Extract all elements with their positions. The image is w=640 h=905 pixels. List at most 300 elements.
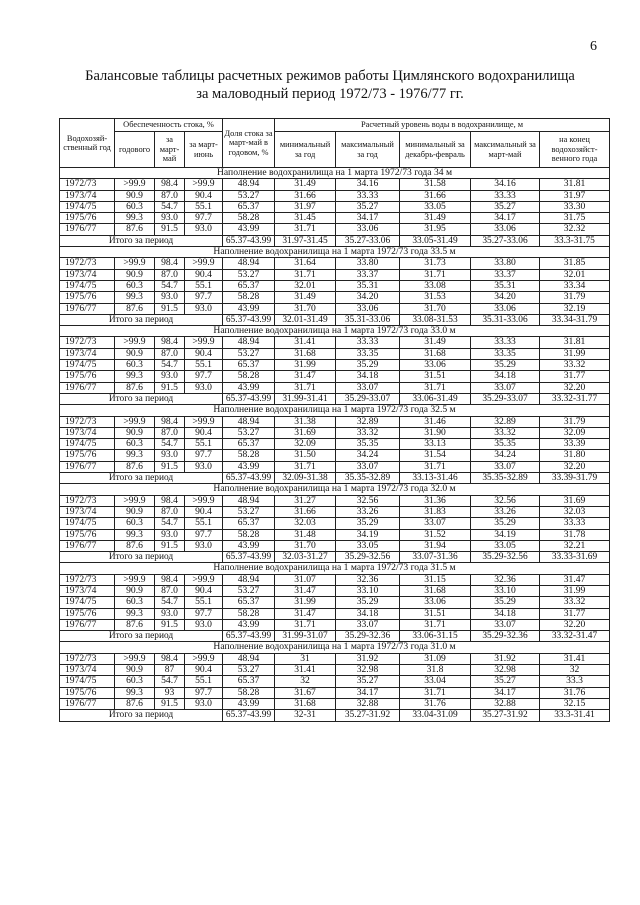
total-cell: 35.35-32.89 [336, 473, 400, 484]
table-cell: 98.4 [155, 258, 185, 269]
table-cell: 31.68 [275, 698, 336, 709]
table-cell: 35.35 [336, 439, 400, 450]
table-cell: 32 [540, 665, 610, 676]
table-cell: 33.06 [336, 303, 400, 314]
total-cell: 65.37-43.99 [223, 552, 275, 563]
table-cell: 32.56 [336, 495, 400, 506]
table-cell: 34.19 [471, 529, 540, 540]
table-cell: 33.08 [400, 280, 471, 291]
table-cell: 32.20 [540, 461, 610, 472]
table-cell: 34.17 [336, 213, 400, 224]
table-cell: 1974/75 [60, 280, 115, 291]
table-cell: 35.29 [336, 360, 400, 371]
section-heading: Наполнение водохранилища на 1 марта 1972/73 года 32.5 м [60, 405, 610, 416]
table-cell: 87.6 [115, 224, 155, 235]
total-row [60, 631, 610, 642]
table-cell: 91.5 [155, 382, 185, 393]
table-cell: 93.0 [185, 303, 223, 314]
table-row [60, 450, 610, 461]
table-cell: 31.71 [400, 461, 471, 472]
total-cell: 65.37-43.99 [223, 235, 275, 246]
total-cell: 32.03-31.27 [275, 552, 336, 563]
table-cell: 65.37 [223, 280, 275, 291]
table-cell: 31.78 [540, 529, 610, 540]
table-cell: 48.94 [223, 574, 275, 585]
table-row [60, 495, 610, 506]
table-cell: 32.89 [471, 416, 540, 427]
table-cell: 87.0 [155, 348, 185, 359]
total-cell: 33.07-31.36 [400, 552, 471, 563]
table-cell: 35.29 [336, 597, 400, 608]
table-row [60, 427, 610, 438]
table-cell: 54.7 [155, 597, 185, 608]
table-cell: 33.06 [336, 224, 400, 235]
table-cell: >99.9 [115, 495, 155, 506]
table-cell: 35.29 [471, 360, 540, 371]
table-cell: 31 [275, 653, 336, 664]
table-row [60, 292, 610, 303]
table-cell: 55.1 [185, 597, 223, 608]
table-cell: 32.36 [471, 574, 540, 585]
total-label: Итого за период [60, 552, 223, 563]
table-cell: 93.0 [155, 450, 185, 461]
table-cell: 58.28 [223, 608, 275, 619]
table-cell: 31.49 [275, 292, 336, 303]
table-cell: 31.09 [400, 653, 471, 664]
table-cell: 97.7 [185, 608, 223, 619]
table-cell: 31.99 [540, 585, 610, 596]
table-cell: 98.4 [155, 574, 185, 585]
table-cell: 33.06 [400, 597, 471, 608]
table-cell: 31.69 [275, 427, 336, 438]
table-cell: 31.71 [275, 224, 336, 235]
table-cell: 31.53 [400, 292, 471, 303]
total-cell: 35.31-33.06 [471, 314, 540, 325]
table-cell: 33.33 [336, 190, 400, 201]
header-min-dec-feb: минимальный за декабрь-февраль [400, 132, 471, 168]
table-cell: 35.29 [471, 597, 540, 608]
table-cell: 87.6 [115, 382, 155, 393]
section-heading-row [60, 563, 610, 574]
table-cell: 32.36 [336, 574, 400, 585]
table-cell: 33.32 [336, 427, 400, 438]
table-cell: 93 [155, 687, 185, 698]
total-row [60, 314, 610, 325]
table-cell: 31.77 [540, 371, 610, 382]
table-cell: 32.15 [540, 698, 610, 709]
table-cell: 60.3 [115, 439, 155, 450]
table-cell: 33.32 [540, 360, 610, 371]
total-cell: 33.34-31.79 [540, 314, 610, 325]
table-row [60, 371, 610, 382]
table-row [60, 179, 610, 190]
table-cell: 33.07 [471, 382, 540, 393]
table-cell: 55.1 [185, 676, 223, 687]
table-cell: 1976/77 [60, 224, 115, 235]
section-heading-row [60, 484, 610, 495]
table-cell: 54.7 [155, 518, 185, 529]
table-cell: 53.27 [223, 506, 275, 517]
table-cell: 34.17 [336, 687, 400, 698]
table-cell: 35.27 [471, 676, 540, 687]
total-cell: 35.29-32.36 [336, 631, 400, 642]
total-cell: 33.06-31.15 [400, 631, 471, 642]
table-cell: 31.50 [275, 450, 336, 461]
table-cell: 1976/77 [60, 698, 115, 709]
table-cell: 1974/75 [60, 360, 115, 371]
table-cell: 31.99 [540, 348, 610, 359]
table-cell: 87.0 [155, 427, 185, 438]
table-cell: 1976/77 [60, 382, 115, 393]
total-label: Итого за период [60, 631, 223, 642]
table-cell: 58.28 [223, 292, 275, 303]
table-row [60, 360, 610, 371]
header-share: Доля стока за март-май в годовом, % [223, 119, 275, 168]
table-cell: 34.19 [336, 529, 400, 540]
table-cell: 54.7 [155, 360, 185, 371]
table-cell: 31.38 [275, 416, 336, 427]
section-heading: Наполнение водохранилища на 1 марта 1972/73 года 34 м [60, 168, 610, 179]
table-cell: 35.31 [336, 280, 400, 291]
table-cell: 90.9 [115, 427, 155, 438]
section-heading-row [60, 642, 610, 653]
table-cell: 48.94 [223, 258, 275, 269]
table-cell: 90.4 [185, 190, 223, 201]
table-cell: 31.76 [540, 687, 610, 698]
table-cell: 31.69 [540, 495, 610, 506]
table-cell: 1976/77 [60, 619, 115, 630]
total-row [60, 393, 610, 404]
table-cell: 60.3 [115, 597, 155, 608]
total-cell: 35.27-31.92 [336, 710, 400, 721]
table-cell: 33.06 [471, 303, 540, 314]
table-cell: 1975/76 [60, 213, 115, 224]
header-max-year: максимальный за год [336, 132, 400, 168]
table-cell: 53.27 [223, 190, 275, 201]
total-cell: 33.3-31.41 [540, 710, 610, 721]
table-cell: 54.7 [155, 201, 185, 212]
table-cell: 33.07 [471, 461, 540, 472]
table-cell: 99.3 [115, 529, 155, 540]
table-cell: 34.18 [336, 371, 400, 382]
table-cell: 31.47 [275, 371, 336, 382]
table-cell: 34.18 [471, 371, 540, 382]
table-cell: 1975/76 [60, 608, 115, 619]
table-cell: 33.04 [400, 676, 471, 687]
table-cell: >99.9 [185, 337, 223, 348]
table-cell: 55.1 [185, 201, 223, 212]
table-cell: 33.26 [336, 506, 400, 517]
table-cell: 33.80 [336, 258, 400, 269]
table-row [60, 608, 610, 619]
table-cell: 33.05 [336, 540, 400, 551]
table-cell: 1972/73 [60, 495, 115, 506]
table-cell: 31.71 [400, 382, 471, 393]
table-cell: 33.05 [400, 201, 471, 212]
table-cell: 99.3 [115, 450, 155, 461]
table-cell: 48.94 [223, 416, 275, 427]
table-cell: 35.27 [336, 676, 400, 687]
table-cell: 31.41 [275, 337, 336, 348]
table-cell: 31.27 [275, 495, 336, 506]
table-cell: 97.7 [185, 371, 223, 382]
table-cell: 54.7 [155, 676, 185, 687]
table-cell: 31.49 [400, 337, 471, 348]
table-row [60, 698, 610, 709]
total-row [60, 552, 610, 563]
table-cell: 31.51 [400, 608, 471, 619]
total-row [60, 710, 610, 721]
table-cell: 53.27 [223, 348, 275, 359]
table-row [60, 619, 610, 630]
header-min-year: минимальный за год [275, 132, 336, 168]
table-cell: 33.07 [471, 619, 540, 630]
table-row [60, 540, 610, 551]
table-cell: 33.26 [471, 506, 540, 517]
table-cell: 87.6 [115, 540, 155, 551]
table-cell: 31.71 [400, 269, 471, 280]
total-cell: 65.37-43.99 [223, 393, 275, 404]
table-row [60, 269, 610, 280]
table-cell: >99.9 [185, 416, 223, 427]
table-cell: 31.92 [336, 653, 400, 664]
table-cell: 31.15 [400, 574, 471, 585]
total-cell: 35.29-32.36 [471, 631, 540, 642]
table-cell: 34.18 [471, 608, 540, 619]
total-cell: 65.37-43.99 [223, 314, 275, 325]
table-cell: 91.5 [155, 461, 185, 472]
table-cell: 48.94 [223, 653, 275, 664]
table-cell: 32.56 [471, 495, 540, 506]
table-cell: 43.99 [223, 698, 275, 709]
table-cell: 93.0 [155, 608, 185, 619]
table-cell: 97.7 [185, 213, 223, 224]
table-row [60, 665, 610, 676]
total-cell: 35.29-32.56 [471, 552, 540, 563]
table-cell: 31.71 [275, 269, 336, 280]
table-cell: 90.4 [185, 269, 223, 280]
total-cell: 31.97-31.45 [275, 235, 336, 246]
table-cell: 1972/73 [60, 416, 115, 427]
table-cell: 98.4 [155, 416, 185, 427]
table-cell: 33.07 [336, 382, 400, 393]
table-cell: 31.47 [540, 574, 610, 585]
table-row [60, 303, 610, 314]
table-cell: 99.3 [115, 292, 155, 303]
table-cell: 33.30 [540, 201, 610, 212]
table-cell: 31.95 [400, 224, 471, 235]
table-cell: 34.17 [471, 687, 540, 698]
table-row [60, 416, 610, 427]
table-cell: 93.0 [185, 698, 223, 709]
table-cell: 31.85 [540, 258, 610, 269]
section-heading-row [60, 247, 610, 258]
table-row [60, 348, 610, 359]
table-row [60, 258, 610, 269]
table-cell: 31.49 [275, 179, 336, 190]
table-cell: 32.32 [540, 224, 610, 235]
table-cell: 32.01 [540, 269, 610, 280]
table-cell: 31.71 [275, 461, 336, 472]
table-cell: 43.99 [223, 224, 275, 235]
table-cell: 90.9 [115, 348, 155, 359]
table-cell: 43.99 [223, 540, 275, 551]
table-cell: 31.81 [540, 179, 610, 190]
table-cell: 91.5 [155, 224, 185, 235]
table-cell: 53.27 [223, 585, 275, 596]
table-cell: >99.9 [115, 179, 155, 190]
table-row [60, 439, 610, 450]
table-cell: 34.24 [471, 450, 540, 461]
table-cell: 31.68 [400, 348, 471, 359]
table-cell: 43.99 [223, 461, 275, 472]
table-cell: >99.9 [115, 574, 155, 585]
table-cell: 93.0 [185, 382, 223, 393]
table-cell: 55.1 [185, 439, 223, 450]
table-cell: 53.27 [223, 665, 275, 676]
table-cell: 58.28 [223, 213, 275, 224]
table-row [60, 224, 610, 235]
table-cell: 99.3 [115, 371, 155, 382]
table-cell: 93.0 [155, 371, 185, 382]
table-cell: 35.31 [471, 280, 540, 291]
table-cell: >99.9 [115, 653, 155, 664]
table-cell: 93.0 [155, 529, 185, 540]
total-cell: 31.99-31.41 [275, 393, 336, 404]
table-cell: 1973/74 [60, 506, 115, 517]
table-row [60, 213, 610, 224]
table-row [60, 461, 610, 472]
total-cell: 33.06-31.49 [400, 393, 471, 404]
table-cell: 32 [275, 676, 336, 687]
table-cell: 87.0 [155, 269, 185, 280]
table-cell: 31.58 [400, 179, 471, 190]
table-cell: 31.80 [540, 450, 610, 461]
total-cell: 35.29-33.07 [471, 393, 540, 404]
table-cell: 87.0 [155, 190, 185, 201]
table-cell: 98.4 [155, 653, 185, 664]
table-cell: 31.71 [400, 619, 471, 630]
table-cell: 65.37 [223, 597, 275, 608]
total-cell: 35.29-33.07 [336, 393, 400, 404]
table-cell: 35.27 [471, 201, 540, 212]
table-row [60, 574, 610, 585]
table-cell: 33.33 [336, 337, 400, 348]
table-cell: 31.68 [275, 348, 336, 359]
table-cell: 35.29 [471, 518, 540, 529]
table-cell: >99.9 [185, 179, 223, 190]
table-row [60, 585, 610, 596]
table-cell: 1972/73 [60, 653, 115, 664]
table-cell: 1974/75 [60, 201, 115, 212]
table-cell: 87 [155, 665, 185, 676]
table-cell: 65.37 [223, 676, 275, 687]
table-row [60, 337, 610, 348]
table-cell: 1976/77 [60, 303, 115, 314]
total-cell: 35.31-33.06 [336, 314, 400, 325]
document-title [60, 67, 600, 103]
table-cell: 90.4 [185, 585, 223, 596]
table-cell: 31.52 [400, 529, 471, 540]
table-cell: 34.20 [336, 292, 400, 303]
table-cell: 98.4 [155, 495, 185, 506]
table-cell: 31.54 [400, 450, 471, 461]
table-cell: 1973/74 [60, 348, 115, 359]
table-cell: 33.10 [336, 585, 400, 596]
table-cell: 34.16 [336, 179, 400, 190]
table-cell: 31.36 [400, 495, 471, 506]
table-cell: 1974/75 [60, 518, 115, 529]
total-cell: 33.33-31.69 [540, 552, 610, 563]
table-cell: 90.9 [115, 506, 155, 517]
table-cell: 31.66 [275, 190, 336, 201]
table-cell: 32.09 [540, 427, 610, 438]
title-line-2: за маловодный период 1972/73 - 1976/77 гг. [196, 86, 464, 102]
table-cell: 31.07 [275, 574, 336, 585]
header-max-mar-may: максимальный за март-май [471, 132, 540, 168]
table-cell: 34.18 [336, 608, 400, 619]
table-cell: 33.37 [336, 269, 400, 280]
header-supply-group: Обеспеченность стока, % [115, 119, 223, 132]
table-cell: 31.48 [275, 529, 336, 540]
section-heading: Наполнение водохранилища на 1 марта 1972/73 года 32.0 м [60, 484, 610, 495]
table-cell: 48.94 [223, 179, 275, 190]
table-cell: >99.9 [115, 258, 155, 269]
table-cell: 31.71 [275, 619, 336, 630]
table-cell: 1976/77 [60, 540, 115, 551]
table-cell: 65.37 [223, 360, 275, 371]
table-cell: 60.3 [115, 518, 155, 529]
table-cell: 91.5 [155, 540, 185, 551]
table-cell: 31.70 [400, 303, 471, 314]
table-cell: 32.20 [540, 382, 610, 393]
table-cell: 1972/73 [60, 574, 115, 585]
table-cell: 31.75 [540, 213, 610, 224]
table-cell: 35.27 [336, 201, 400, 212]
table-cell: 87.6 [115, 303, 155, 314]
table-cell: 98.4 [155, 179, 185, 190]
table-cell: 33.32 [471, 427, 540, 438]
table-cell: 1973/74 [60, 269, 115, 280]
table-cell: 34.17 [471, 213, 540, 224]
table-cell: 1975/76 [60, 450, 115, 461]
table-cell: 33.07 [336, 461, 400, 472]
table-cell: 60.3 [115, 676, 155, 687]
table-cell: 31.73 [400, 258, 471, 269]
table-cell: 91.5 [155, 303, 185, 314]
table-cell: 43.99 [223, 619, 275, 630]
table-cell: 35.29 [336, 518, 400, 529]
table-cell: 31.77 [540, 608, 610, 619]
section-heading-row [60, 168, 610, 179]
table-cell: 90.9 [115, 269, 155, 280]
table-cell: 98.4 [155, 337, 185, 348]
table-cell: 90.9 [115, 665, 155, 676]
table-cell: 58.28 [223, 371, 275, 382]
table-cell: 1972/73 [60, 258, 115, 269]
table-cell: 33.06 [471, 224, 540, 235]
table-cell: 31.8 [400, 665, 471, 676]
table-cell: 97.7 [185, 529, 223, 540]
table-row [60, 280, 610, 291]
table-cell: 87.6 [115, 619, 155, 630]
table-cell: 93.0 [185, 461, 223, 472]
section-heading-row [60, 326, 610, 337]
table-row [60, 190, 610, 201]
table-cell: 1975/76 [60, 371, 115, 382]
table-cell: 31.90 [400, 427, 471, 438]
table-cell: 33.06 [400, 360, 471, 371]
